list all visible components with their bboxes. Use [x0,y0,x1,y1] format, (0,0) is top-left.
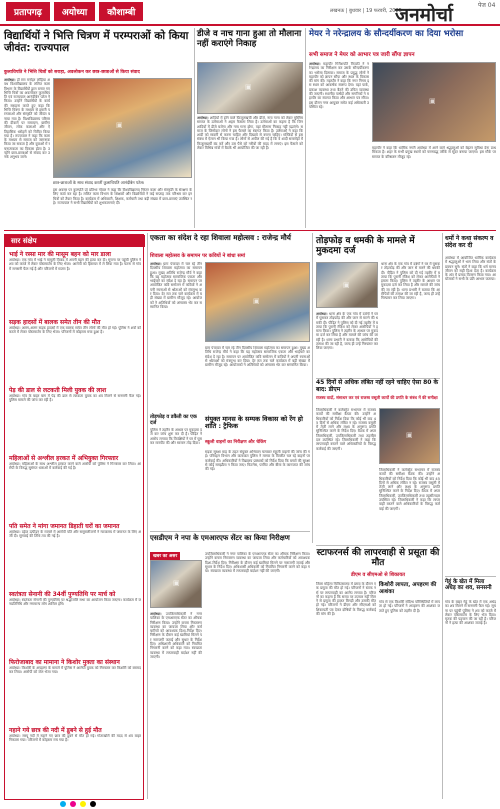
section-divider [150,531,310,532]
dm-body-continued: जिलाधिकारी ने कलेक्ट्रेट सभागार में राजस्व कार्यों की समीक्षा बैठक की। उन्होंने अधिकारियों को निर्देश दिया कि कोई भी वाद 45 दिनों से अधिक लंबित न रहे। राजस्व वसूली में तेजी लाने और लक्ष्य के अनुरूप प्रगति सुनिश्चित करने के निर्देश दिए। बैठक में अपर जिलाधिकारी, उपजिलाधिकारी तथा तहसीलदार उपस्थित रहे। जिलाधिकारी ने कहा कि लापरवाही बरतने वाले अधिकारियों के विरुद्ध कार्रवाई की जाएगी। [379,468,440,511]
registration-dot-icon [60,801,66,807]
lead-body-continued: इस अवसर पर कुलपति प्रो प्रतिभा गोयल ने कहा कि विश्वविद्यालय निरंतर कला और संस्कृति के संरक्षण के लिए कार्य कर रहा है। ललित कला विभाग के शिक्षकों और विद्यार्थियों ने कई सप्ताह तक परिश्रम कर इन चित्रों को तैयार किया है। कार्यक्रम में अधिकारी, शिक्षक, कर्मचारी तथा बड़ी संख्या में छात्र-छात्राएं उपस्थित रहे। राज्यपाल ने सभी विद्यार्थियों को शुभकामनाएं दीं। [53,188,192,205]
sdm-body-continued: उपजिलाधिकारी ने नगर पालिका के एमआरएफ सेंटर का औचक निरीक्षण किया। उन्होंने कचरा निस्तारण व्यवस्था का जायजा लिया और कर्मचारियों को आवश्यक दिशा-निर्देश दिए। निरीक्षण के दौरान कई खामियां मिलने पर नाराजगी जताई और सुधार के निर्देश दिए। अधिशासी अधिकारी को नियमित निगरानी करने को कहा गया। स्वच्छता व्यवस्था में लापरवाही बर्दाश्त नहीं की जाएगी। [205,552,310,574]
registration-dot-icon [80,801,86,807]
sdm-body-text: उपजिलाधिकारी ने नगर पालिका के एमआरएफ सेंटर का औचक निरीक्षण किया। उन्होंने कचरा निस्तारण व्यवस्था का जायजा लिया और कर्मचारियों को आवश्यक दिशा-निर्देश दिए। निरीक्षण के दौरान कई खामियां मिलने पर नाराजगी जताई और सुधार के निर्देश दिए। अधिशासी अधिकारी को नियमित निगरानी करने को कहा गया। स्वच्छता व्यवस्था में लापरवाही बर्दाश्त नहीं की जाएगी। [150,612,202,659]
brief-title: नहाने गये छात्र की नदी में डूबने से हुई मौत [9,727,102,734]
section-tabs [6,2,143,21]
column-divider [147,233,148,799]
brief-title: महिलाओं से अश्लील हरकत में अभियुक्त गिरफ्तार [9,455,119,462]
brief-title: सड़क हादसों में बालक समेत तीन की मौत [9,319,101,326]
mayor-body-text: महापौर गिरीशपति त्रिपाठी ने नरेन्द्रालय का निरीक्षण कर उसके सौन्दर्यीकरण का भरोसा दिलाया। समाज के प्रबुद्ध लोगों ने महापौर को ज्ञापन सौंपा और स्थल के विकास की मांग की। महापौर ने कहा कि नगर निगम इस स्थल को आकर्षक स्वरूप देगा। यहां पार्क, प्रकाश व्यवस्था तथा बैठने की उचित व्यवस्था की जाएगी। स्थानीय पार्षदों और नागरिकों ने महापौर का स्वागत किया और आभार पत्र सौंपा। इस दौरान नगर आयुक्त समेत कई अधिकारी उपस्थित रहे। [309,62,369,109]
traffic-subheadline: स्कूली वाहनों का निरीक्षण और चेकिंग [205,440,267,445]
brief-text: अयोध्या। अलग-अलग सड़क हादसों में एक बालक समेत तीन लोगों की मौत हो गई। पुलिस ने शवों को कब्जे में लेकर पोस्टमार्टम के लिए भेजा। परिजनों में कोहराम मचा हुआ है। [9,326,141,335]
missing-girl-headline: किशोरी लापता, अपहरण की आशंका [379,582,437,595]
news-brief-label: सार संक्षेप [5,235,145,247]
mayor-photo [372,62,496,142]
section-tab[interactable]: कौशाम्बी [99,2,143,21]
missing-girl-body: गांव से एक किशोरी संदिग्ध परिस्थितियों में लापता हो गई। परिजनों ने अपहरण की आशंका जताते हुए पुलिस को तहरीर दी है। [379,600,440,613]
vandalism-headline: तोड़फोड़ व धमकी के मामले में मुकदमा दर्ज [316,236,415,257]
brief-text: अयोध्या। एक गांव में भाई ने मामूली विवाद में अपनी बहन की हत्या कर दी। सूचना पर पहुंची पुलिस ने शव को कब्जे में लेकर पोस्टमार्टम के लिए भेजा। आरोपी को हिरासत में ले लिया गया है। घटना से गांव में सनसनी फैल गई है और परिजनों में मातम है। [9,258,141,271]
page-number: पेज 04 [478,2,496,9]
lead-body [4,78,50,228]
news-brief-box [4,234,144,800]
brief-item[interactable] [9,387,141,424]
vandalism-body-continued: थाना क्षेत्र के एक गांव में दबंगों ने घर में घुसकर तोड़फोड़ की और जान से मारने की धमकी दी। पीड़ित ने पुलिस को दी गई तहरीर में बताया कि पुरानी रंजिश को लेकर आरोपियों ने हमला किया। पुलिस ने तहरीर के आधार पर मुकदमा दर्ज कर लिया है और मामले की जांच की जा रही है। थाना प्रभारी ने बताया कि आरोपियों की तलाश की जा रही है, जल्द ही उन्हें गिरफ्तार कर लिया जाएगा। [381,262,440,301]
dj-headline: डीजे व नाच गाना हुआ तो मौलाना नहीं कराएंगे निकाह [197,29,302,49]
ekta-photo [205,262,310,342]
sdm-photo [150,560,202,608]
camera-icon: ▣ [116,121,123,129]
brief-text: अयोध्या। स्वतंत्रता सेनानी की पुण्यतिथि पर श्रद्धांजलि सभा का आयोजन किया जाएगा। कार्यक्रम में जनप्रतिनिधि और गणमान्य लोग शामिल होंगे। [9,598,141,607]
body-found-text: गांव के बाहर गेहूं के खेत में एक अधेड़ का शव मिलने से सनसनी फैल गई। सूचना पर पहुंची पुलिस ने शव को कब्जे में लेकर पोस्टमार्टम के लिए भेज दिया। मृतक की पहचान की जा रही है। परिजनों ने हत्या की आशंका जताई है। [445,600,496,626]
camera-icon: ▣ [245,83,252,91]
traffic-headline: संयुक्त मानस के सम्यक विकास को रेंग हो शांति : ट्रैफिक [205,415,303,431]
nurse-headline: स्टाफरनर्स की लापरवाही से प्रसूता की मौत [316,548,440,569]
ekta-body [150,262,202,412]
lead-photo-caption: छात्र-छात्राओं के साथ संवाद करतीं कुलाधिपति आनंदीबेन पटेल। [53,180,145,185]
mayor-dateline: अयोध्या। [309,62,321,66]
newspaper-logo: जनमोर्चा [395,4,453,26]
impact-kicker: खबर का असर [150,552,180,560]
camera-icon: ▣ [406,431,413,439]
brief-item[interactable] [9,591,141,628]
dj-photo [197,62,303,114]
lead-dateline: अयोध्या। [4,78,16,82]
ekta-second-headline: तोड़फोड़ व डकैती का एक दर्ज [150,414,197,426]
mayor-body-continued: महापौर ने कहा कि धार्मिक नगरी अयोध्या में आने वाले श्रद्धालुओं को बेहतर सुविधा देना प्राथमिकता है। शहर के सभी प्रमुख स्थलों को चरणबद्ध तरीके से सुंदर बनाया जाएगा। इस मौके पर समाज के वरिष्ठजन मौजूद रहे। [372,146,496,159]
dm-body: जिलाधिकारी ने कलेक्ट्रेट सभागार में राजस्व कार्यों की समीक्षा बैठक की। उन्होंने अधिकारियों को निर्देश दिया कि कोई भी वाद 45 दिनों से अधिक लंबित न रहे। राजस्व वसूली में तेजी लाने और लक्ष्य के अनुरूप प्रगति सुनिश्चित करने के निर्देश दिए। बैठक में अपर जिलाधिकारी, उपजिलाधिकारी तथा तहसीलदार उपस्थित रहे। जिलाधिकारी ने कहा कि लापरवाही बरतने वाले अधिकारियों के विरुद्ध कार्रवाई की जाएगी। [316,408,376,451]
camera-icon: ▣ [173,579,180,587]
registration-dot-icon [70,801,76,807]
section-rule [4,230,496,231]
camera-icon: ▣ [429,97,436,105]
section-tab[interactable]: अयोध्या [54,2,95,21]
dj-body [197,116,303,228]
column-divider [305,28,306,228]
brief-item[interactable] [9,455,141,492]
column-divider [312,233,313,543]
brief-text: अयोध्या। सरयू नदी में नहाने गए छात्र की डूबने से मौत हो गई। गोताखोरों की मदद से शव बाहर निकाला गया। परिजनों में कोहराम मच गया है। [9,734,141,743]
vandalism-dateline: अयोध्या। [316,312,328,316]
brief-item[interactable] [9,251,141,288]
ekta-body-continued: ग्राम पंचायत में चल रहे तीन दिवसीय शिवाला महोत्सव का समापन हुआ। मुख्य अतिथि राजेन्द्र मौर्य ने कहा कि यह महोत्सव सामाजिक एकता और भाईचारे का संदेश दे रहा है। समापन पर आयोजित कवि सम्मेलन में कवियों ने अपनी रचनाओं से श्रोताओं को मंत्रमुग्ध कर दिया। देर रात तक चले कार्यक्रम में बड़ी संख्या में ग्रामीण मौजूद रहे। आयोजकों ने अतिथियों को अंगवस्त्र भेंट कर सम्मानित किया। [205,346,310,368]
column-divider [442,233,443,799]
ekta-dateline: अयोध्या। [150,262,162,266]
traffic-body: सड़क सुरक्षा माह के तहत संयुक्त अभियान चलाकर स्कूली वाहनों की जांच की गई। परिवहन विभाग और यातायात पुलिस ने मानक के विपरीत चल रहे वाहनों पर कार्रवाई की। अधिकारियों ने विद्यालय प्रबंधकों को निर्देश दिया कि बच्चों की सुरक्षा से कोई समझौता न किया जाए। फिटनेस, परमिट और बीमा के कागजात की जांच की गई। [205,450,310,472]
brief-text: अयोध्या। किशोरी के अपहरण के मामले में पुलिस ने आरोपी युवक को गिरफ्तार कर किशोरी को बरामद कर लिया। आरोपी को जेल भेजा गया। [9,666,141,675]
vandalism-body [316,312,378,376]
sdm-body [150,612,202,798]
lead-body-text: डॉ राम मनोहर लोहिया अवध विश्वविद्यालय के ललित कला विभाग के विद्यार्थियों द्वारा बनाए गए भित्ति चित्रों का अवलोकन कुलाधिपति एवं राज्यपाल आनंदीबेन पटेल ने किया। उन्होंने विद्यार्थियों के कार्य की सराहना करते हुए कहा कि भित्ति चित्रण के माध्यम से हमारी परम्पराओं और संस्कृति को जीवंत बनाया गया है। विश्वविद्यालय परिसर की दीवारों पर रामायण, ग्रामीण जीवन, लोक कलाओं और ऐतिहासिक धरोहरों को चित्रित किया गया है। राज्यपाल ने कहा कि कला के माध्यम से समाज को जागरूक किया जा सकता है और युवाओं में रचनात्मकता का विकास होता है। उन्होंने छात्र-छात्राओं से संवाद कर उनके अनुभव जाने। [4,78,50,160]
religious-headline: धर्मो ने कथा संकल्प व संदेश कर दी [445,235,494,249]
vandalism-photo [316,262,378,308]
section-divider [316,545,440,546]
masthead [0,0,500,26]
brief-text: अयोध्या। गांव के बाहर बाग में पेड़ की डाल से लटकता युवक का शव मिलने से सनसनी फैल गई। पुलिस मामले की जांच कर रही है। [9,394,141,403]
nurse-subheadline: डीएम व सीएमओ से शिकायत [351,572,405,578]
mayor-body [309,62,369,228]
mayor-subheadline: सभी समाज ने मेयर को आभार पत्र जारी सौंपा ज्ञापन [309,52,415,58]
dm-subheadline: राजस्व वादों, संसाधन कर एवं राजस्व वसूली कार्यों की प्रगति के संबंध में की समीक्षा [316,395,438,400]
brief-title: पति समेत ने मांगा जमानत डिहाती घरों का जमानत [9,523,120,530]
brief-title: पेड़ की डाल से लटकती मिली युवक की लाश [9,387,107,394]
section-divider [445,576,496,577]
dm-headline: 45 दिनों से अधिक लंबित नहीं रहने चाहिए ऐसा 80 के बाद: डीएम [316,379,439,393]
brief-title: स्वतंत्रता सेनानी की 34वीं पुण्यतिथि पर मार्च को [9,591,116,598]
edition-meta: लखनऊ | बुधवार | 19 फरवरी, 2025 [330,8,402,14]
brief-item[interactable] [9,659,141,696]
ekta-body-text: ग्राम पंचायत में चल रहे तीन दिवसीय शिवाला महोत्सव का समापन हुआ। मुख्य अतिथि राजेन्द्र मौर्य ने कहा कि यह महोत्सव सामाजिक एकता और भाईचारे का संदेश दे रहा है। समापन पर आयोजित कवि सम्मेलन में कवियों ने अपनी रचनाओं से श्रोताओं को मंत्रमुग्ध कर दिया। देर रात तक चले कार्यक्रम में बड़ी संख्या में ग्रामीण मौजूद रहे। आयोजकों ने अतिथियों को अंगवस्त्र भेंट कर सम्मानित किया। [150,262,202,309]
ekta-headline: एकता का संदेश दे रहा शिवाला महोत्सव : राजेन्द्र मौर्य [150,233,291,242]
ekta-subheadline: शिवाला महोत्सव के समापन पर कवियों ने बांधा समां [150,253,245,259]
ekta-second-body: पुलिस ने तहरीर के आधार पर मुकदमा दर्ज कर जांच शुरू कर दी है। पीड़ित ने आरोप लगाया कि विपक्षियों ने घर में घुसकर मारपीट की और सामान तोड़ दिया। [150,428,202,445]
column-divider [194,28,195,228]
brief-text: अयोध्या। महिलाओं के साथ अश्लील हरकत करने वाले आरोपी को पुलिस ने गिरफ्तार कर लिया। आरोपी के विरुद्ध सुसंगत धाराओं में कार्रवाई की गई है। [9,462,141,471]
registration-dot-icon [90,801,96,807]
sdm-headline: एसडीएम ने नपा के एमआरएफ सेंटर का किया निरीक्षण [150,534,290,542]
camera-icon: ▣ [253,297,260,305]
lead-photo [53,78,192,178]
nurse-body: जिला महिला चिकित्सालय में प्रसव के दौरान एक प्रसूता की मौत हो गई। परिजनों ने स्टाफ नर्स पर लापरवाही का आरोप लगाया है। परिजनों का कहना है कि समय पर उपचार नहीं मिलने से प्रसूता की हालत बिगड़ी और उसकी मौत हो गई। परिजनों ने डीएम और सीएमओ को शिकायती पत्र देकर दोषियों के विरुद्ध कार्रवाई की मांग की है। [316,582,376,617]
brief-title: फिरोजाबाद का मामाना ने किशोर मुक्ता का संस्थान [9,659,120,666]
lead-headline: विद्यार्थियों ने भित्ति चित्रण में परम्पराओं को किया जीवंत: राज्यपाल [4,30,189,55]
religious-body: अयोध्या में आयोजित धार्मिक कार्यक्रम में श्रद्धालुओं ने भाग लिया और संतों के प्रवचन सुने। संतों ने कहा कि धर्म मानव जीवन को सही दिशा देता है। कार्यक्रम के अंत में प्रसाद वितरण किया गया। आयोजकों ने सभी के प्रति आभार जताया। [445,256,496,282]
brief-text: अयोध्या। दहेज उत्पीड़न के मामले में आरोपी पति और ससुरालीजनों ने न्यायालय में जमानत के लिए अर्जी दी। सुनवाई की तिथि तय की गई है। [9,530,141,539]
vandalism-body-text: थाना क्षेत्र के एक गांव में दबंगों ने घर में घुसकर तोड़फोड़ की और जान से मारने की धमकी दी। पीड़ित ने पुलिस को दी गई तहरीर में बताया कि पुरानी रंजिश को लेकर आरोपियों ने हमला किया। पुलिस ने तहरीर के आधार पर मुकदमा दर्ज कर लिया है और मामले की जांच की जा रही है। थाना प्रभारी ने बताया कि आरोपियों की तलाश की जा रही है, जल्द ही उन्हें गिरफ्तार कर लिया जाएगा। [316,312,378,351]
dj-body-text: शादियों में होने वाले फिजूलखर्ची और डीजे, नाच गाना को लेकर मुस्लिम समाज के उलेमाओं ने अहम फैसला लिया है। उलेमाओं का कहना है कि जिन शादियों में डीजे बजेगा और नाच गाना होगा, वहां मौलाना निकाह नहीं पढ़ाएंगे। समाज के जिम्मेदार लोगों ने इस फैसले का स्वागत किया है। उलेमाओं ने कहा कि शादी को सादगी से करना चाहिए और दिखावे से बचना चाहिए। मस्जिदों से इस संबंध में ऐलान भी किया गया है। लोगों से अपील की गई है कि वे शादी समारोहों में फिजूलखर्ची बंद करें और उस पैसे को गरीबों की मदद में लगाएं। इस फैसले को लेकर विभिन्न गांवों में बैठकें भी आयोजित की जा रही हैं। [197,116,303,151]
dm-meeting-photo [379,408,440,464]
brief-item[interactable] [9,727,141,764]
brief-item[interactable] [9,319,141,356]
camera-icon: ▣ [343,281,350,289]
brief-title: भाई ने रस्सा मार की मासूम बहन को मार डाला [9,251,111,258]
sdm-dateline: अयोध्या। [150,612,162,616]
mayor-headline: मेयर ने नरेन्द्रालय के सौन्दर्यीकरण का दिया भरोसा [309,29,464,39]
section-tab[interactable]: प्रतापगढ़ [6,2,50,21]
dj-dateline: अयोध्या। [197,116,209,120]
lead-subheadline: कुलाधिपति ने भित्ति चित्रों को सराहा, अवलोकन कर छात्र-छात्राओं से किया संवाद [4,70,140,75]
body-found-headline: गेहूं के खेत में मिला अधेड़ का शव, सनसनी [445,579,492,592]
brief-item[interactable] [9,523,141,560]
